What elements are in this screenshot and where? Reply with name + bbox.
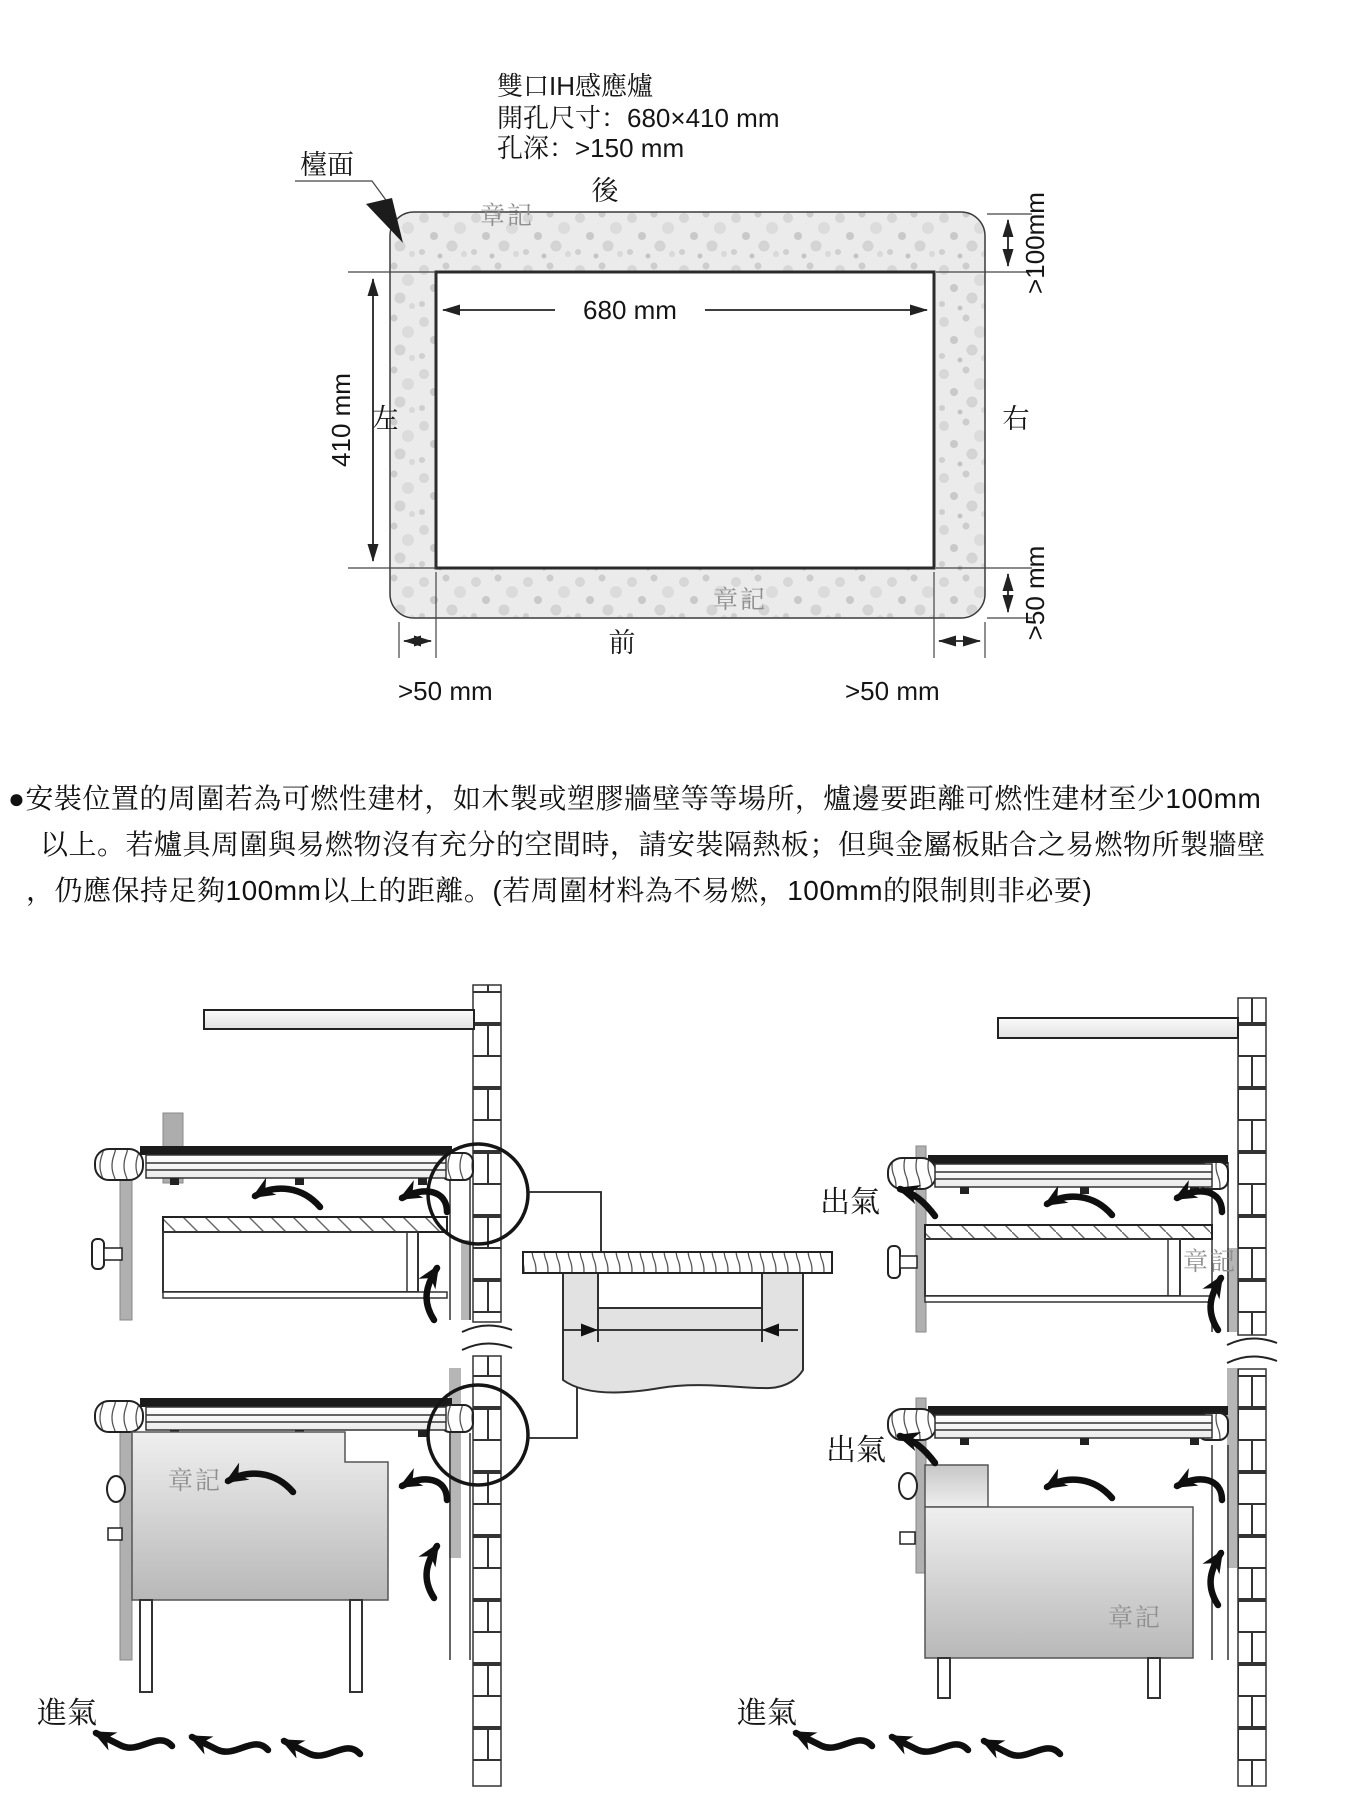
dim-front-left-value: >50 mm [398, 676, 493, 706]
oven-cabinet-bottom-right [925, 1465, 1193, 1698]
countertop-callout [295, 150, 403, 243]
note-line-2: 以上。若爐具周圍與易燃物沒有充分的空間時，請安裝隔熱板；但與金屬板貼合之易燃物所製牆壁 [40, 829, 1266, 860]
installation-cross-sections [0, 920, 1358, 1800]
heat-shield-top-right [925, 1225, 1212, 1302]
dimension-front-right [845, 641, 980, 706]
title-line-2: 開孔尺寸：680×410 mm [497, 103, 780, 133]
label-front: 前 [608, 628, 636, 658]
dim-front-right-value: >50 mm [845, 676, 940, 706]
cutout-opening [436, 272, 934, 568]
dimension-top-clearance [1008, 192, 1050, 294]
title-line-1: 雙口IH感應爐 [497, 71, 654, 101]
watermark-bottom: 章記 [713, 586, 768, 614]
label-back: 後 [591, 176, 619, 206]
wall-break-line [1227, 1356, 1277, 1363]
heat-shield-top-left [163, 1217, 447, 1298]
wall-break-line [462, 1325, 512, 1332]
cooktop-section-bottom-left [95, 1398, 473, 1437]
dim-top-clearance-value: >100mm [1020, 192, 1050, 294]
wall-break-line [462, 1343, 512, 1350]
cooktop-section-top-left [95, 1146, 473, 1185]
overhead-shelf-right [998, 1018, 1238, 1038]
dim-bottom-clearance-value: >50 mm [1020, 545, 1050, 641]
dimension-bottom-clearance [1008, 546, 1050, 641]
corner-arrow-icon [366, 198, 403, 243]
counter-edge-detail [523, 1252, 832, 1392]
installation-note [0, 776, 1358, 914]
title-line-3: 孔深：>150 mm [497, 133, 685, 163]
dimension-front-left [398, 641, 493, 706]
cooktop-section-top-right [888, 1155, 1228, 1194]
label-right: 右 [1002, 404, 1030, 434]
air-out-label-top: 出氣 [820, 1186, 880, 1219]
air-in-label-left: 進氣 [37, 1697, 97, 1730]
cutout-dimension-diagram [0, 0, 1358, 710]
overhead-shelf-left [204, 1010, 474, 1029]
dim-width-value: 680 mm [583, 295, 677, 325]
watermark-top-right: 章記 [1183, 1248, 1238, 1276]
dimension-depth [326, 279, 373, 561]
watermark-bottom-right: 章記 [1108, 1604, 1163, 1632]
diagram-title [497, 71, 779, 163]
air-in-label-right: 進氣 [737, 1697, 797, 1730]
note-line-1: ●安裝位置的周圍若為可燃性建材，如木製或塑膠牆壁等等場所，爐邊要距離可燃性建材至少100mm [8, 783, 1262, 814]
countertop-label: 檯面 [300, 150, 354, 180]
cooktop-section-bottom-right [888, 1406, 1228, 1445]
label-left: 左 [371, 404, 399, 434]
watermark-top: 章記 [480, 202, 535, 230]
dim-depth-value: 410 mm [326, 373, 356, 467]
wall-break-line [1227, 1338, 1277, 1345]
note-line-3: ，仍應保持足夠100mm以上的距離。(若周圍材料為不易燃，100mm的限制則非必要) [26, 875, 1093, 906]
air-out-label-bottom: 出氣 [826, 1434, 886, 1467]
watermark-bottom-left: 章記 [168, 1467, 223, 1495]
